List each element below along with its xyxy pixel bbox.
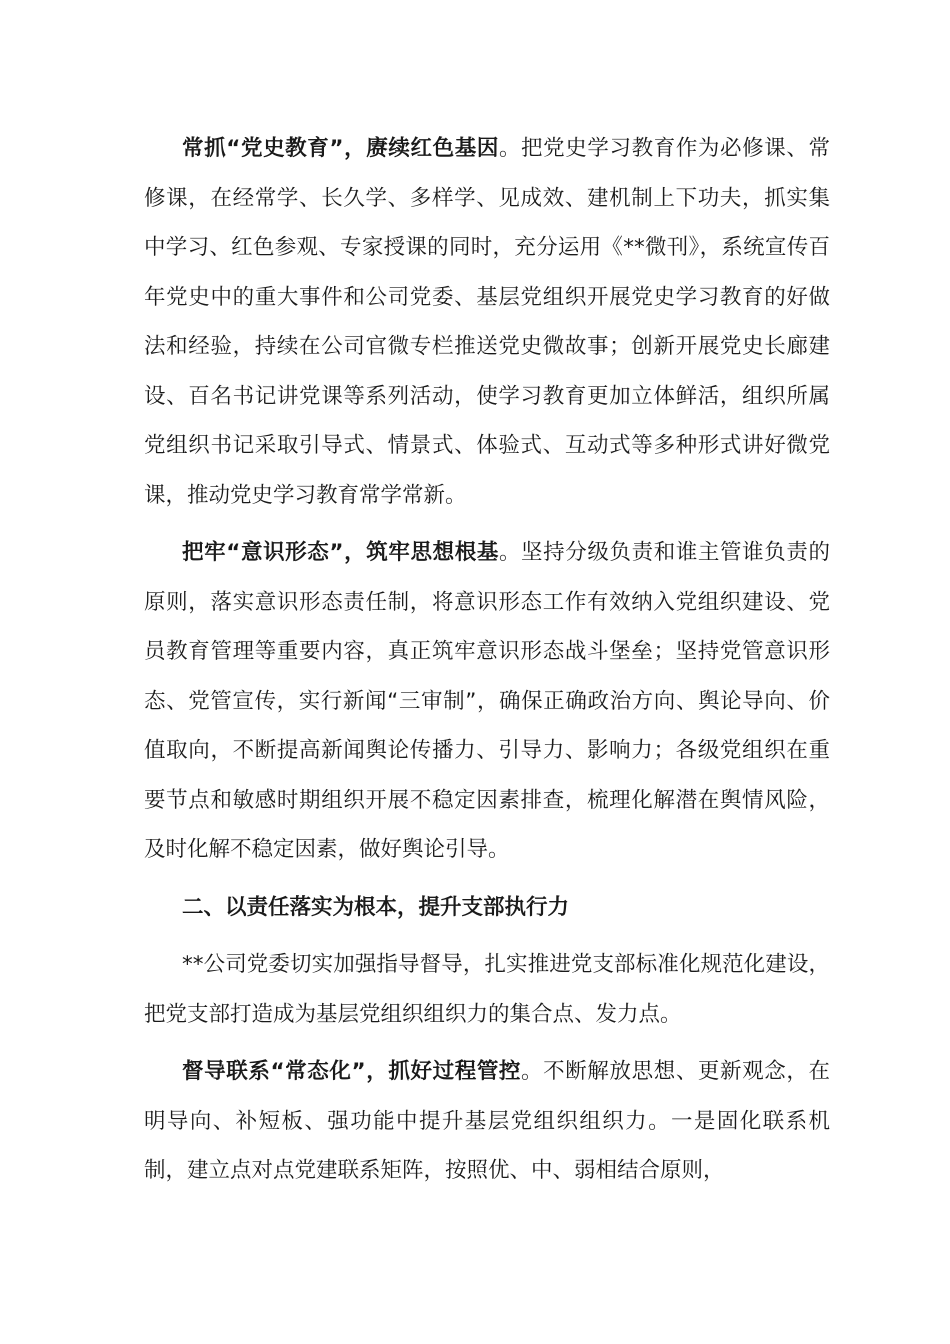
paragraph-body: 。坚持分级负责和谁主管谁负责的原则，落实意识形态责任制，将意识形态工作有效纳入党组织建设、党员教育管理等重要内容，真正筑牢意识形态战斗堡垒；坚持党管意识形态、党管宣传，实行新闻“三审制”，确保正确政治方向、舆论导向、价值取向，不断提高新闻舆论传播力、引导力、影响力；各级党组织在重要节点和敏感时期组织开展不稳定因素排查，梳理化解潜在舆情风险，及时化解不稳定因素，做好舆论引导。 [144, 540, 830, 862]
paragraph-party-history-education [144, 124, 830, 520]
document-page [144, 124, 830, 1204]
paragraph-lead: 常抓“党史教育”，赓续红色基因 [182, 136, 499, 161]
paragraph-body: **公司党委切实加强指导督导，扎实推进党支部标准化规范化建设，把党支部打造成为基层党组织组织力的集合点、发力点。 [144, 952, 830, 1027]
paragraph-ideology [144, 528, 830, 875]
section-heading: 二、以责任落实为根本，提升支部执行力 [182, 894, 570, 920]
paragraph-lead: 督导联系“常态化”，抓好过程管控 [182, 1059, 522, 1084]
paragraph-supervision-contact [144, 1047, 830, 1196]
paragraph-body: 。把党史学习教育作为必修课、常修课，在经常学、长久学、多样学、见成效、建机制上下功夫，抓实集中学习、红色参观、专家授课的同时，充分运用《**微刊》，系统宣传百年党史中的重大事件和公司党委、基层党组织开展党史学习教育的好做法和经验，持续在公司官微专栏推送党史微故事；创新开展党史长廊建设、百名书记讲党课等系列活动，使学习教育更加立体鲜活，组织所属党组织书记采取引导式、情景式、体验式、互动式等多种形式讲好微党课，推动党史学习教育常学常新。 [144, 136, 830, 508]
paragraph-lead: 把牢“意识形态”，筑牢思想根基 [182, 540, 499, 565]
paragraph-body: 。不断解放思想、更新观念，在明导向、补短板、强功能中提升基层党组织组织力。一是固化联系机制，建立点对点党建联系矩阵，按照优、中、弱相结合原则， [144, 1059, 830, 1183]
paragraph-branch-standardization [144, 940, 830, 1039]
